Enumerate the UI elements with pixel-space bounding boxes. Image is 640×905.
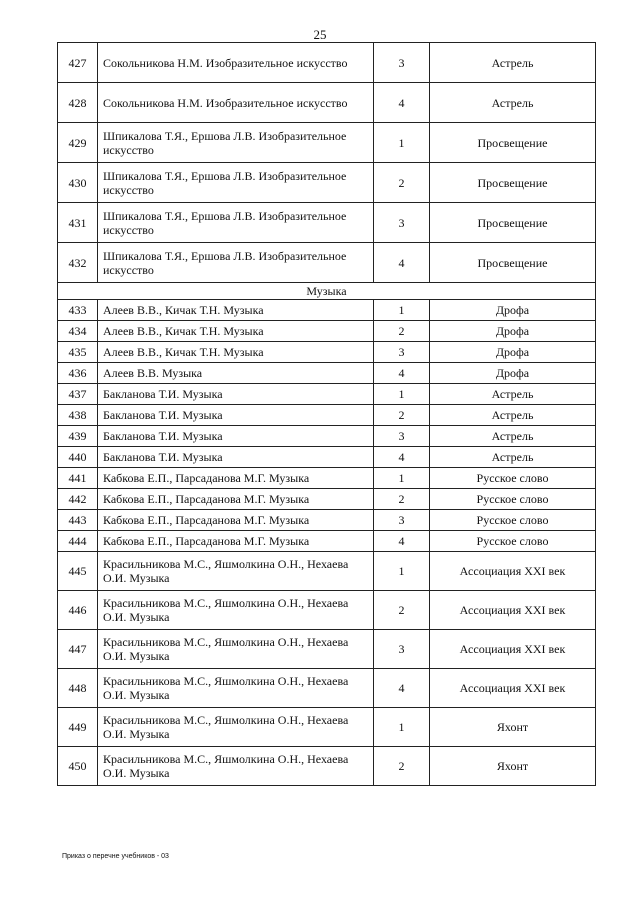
publisher-cell: Русское слово [430,510,596,531]
textbook-title: Красильникова М.С., Яшмолкина О.Н., Нехаева О.И. Музыка [98,747,374,786]
textbook-title: Шпикалова Т.Я., Ершова Л.В. Изобразительное искусство [98,163,374,203]
table-row [58,163,596,203]
grade-cell: 3 [374,203,430,243]
table-row [58,243,596,283]
grade-cell: 1 [374,552,430,591]
row-number: 447 [58,630,98,669]
publisher-cell: Астрель [430,405,596,426]
table-row [58,203,596,243]
table-row [58,342,596,363]
publisher-cell: Просвещение [430,243,596,283]
textbook-title: Сокольникова Н.М. Изобразительное искусство [98,43,374,83]
publisher-cell: Просвещение [430,163,596,203]
table-row [58,384,596,405]
table-row [58,510,596,531]
grade-cell: 4 [374,243,430,283]
textbook-title: Красильникова М.С., Яшмолкина О.Н., Нехаева О.И. Музыка [98,669,374,708]
row-number: 444 [58,531,98,552]
publisher-cell: Ассоциация XXI век [430,591,596,630]
table-row [58,447,596,468]
textbook-title: Шпикалова Т.Я., Ершова Л.В. Изобразительное искусство [98,123,374,163]
row-number: 429 [58,123,98,163]
row-number: 431 [58,203,98,243]
section-row [58,283,596,300]
row-number: 430 [58,163,98,203]
row-number: 427 [58,43,98,83]
textbook-title: Красильникова М.С., Яшмолкина О.Н., Нехаева О.И. Музыка [98,591,374,630]
section-title: Музыка [58,283,596,300]
grade-cell: 3 [374,43,430,83]
publisher-cell: Астрель [430,447,596,468]
textbook-title: Бакланова Т.И. Музыка [98,426,374,447]
table-row [58,83,596,123]
textbook-title: Кабкова Е.П., Парсаданова М.Г. Музыка [98,489,374,510]
textbook-title: Сокольникова Н.М. Изобразительное искусство [98,83,374,123]
table-row [58,300,596,321]
table-row [58,630,596,669]
textbook-title: Шпикалова Т.Я., Ершова Л.В. Изобразительное искусство [98,203,374,243]
textbook-title: Алеев В.В., Кичак Т.Н. Музыка [98,342,374,363]
grade-cell: 2 [374,163,430,203]
publisher-cell: Ассоциация XXI век [430,669,596,708]
grade-cell: 1 [374,384,430,405]
table-row [58,43,596,83]
publisher-cell: Яхонт [430,747,596,786]
row-number: 449 [58,708,98,747]
grade-cell: 1 [374,123,430,163]
table-row [58,669,596,708]
row-number: 433 [58,300,98,321]
row-number: 434 [58,321,98,342]
publisher-cell: Просвещение [430,123,596,163]
publisher-cell: Дрофа [430,300,596,321]
grade-cell: 2 [374,321,430,342]
textbook-title: Алеев В.В., Кичак Т.Н. Музыка [98,300,374,321]
grade-cell: 4 [374,363,430,384]
textbook-title: Кабкова Е.П., Парсаданова М.Г. Музыка [98,510,374,531]
table-row [58,531,596,552]
textbook-title: Бакланова Т.И. Музыка [98,405,374,426]
page-number: 25 [313,27,327,42]
textbook-title: Бакланова Т.И. Музыка [98,384,374,405]
footer-text: Приказ о перечне учебников - 03 [62,853,169,860]
grade-cell: 1 [374,708,430,747]
table-row [58,489,596,510]
textbook-title: Красильникова М.С., Яшмолкина О.Н., Нехаева О.И. Музыка [98,708,374,747]
row-number: 440 [58,447,98,468]
textbook-title: Кабкова Е.П., Парсаданова М.Г. Музыка [98,468,374,489]
grade-cell: 3 [374,426,430,447]
table-row [58,363,596,384]
publisher-cell: Дрофа [430,342,596,363]
grade-cell: 3 [374,510,430,531]
publisher-cell: Ассоциация XXI век [430,552,596,591]
row-number: 436 [58,363,98,384]
publisher-cell: Ассоциация XXI век [430,630,596,669]
textbook-title: Шпикалова Т.Я., Ершова Л.В. Изобразительное искусство [98,243,374,283]
publisher-cell: Астрель [430,43,596,83]
textbook-title: Алеев В.В. Музыка [98,363,374,384]
row-number: 450 [58,747,98,786]
publisher-cell: Дрофа [430,363,596,384]
grade-cell: 4 [374,531,430,552]
grade-cell: 1 [374,300,430,321]
row-number: 443 [58,510,98,531]
grade-cell: 2 [374,591,430,630]
table-row [58,321,596,342]
grade-cell: 4 [374,447,430,468]
row-number: 446 [58,591,98,630]
publisher-cell: Яхонт [430,708,596,747]
publisher-cell: Астрель [430,426,596,447]
grade-cell: 3 [374,630,430,669]
row-number: 432 [58,243,98,283]
publisher-cell: Русское слово [430,531,596,552]
table-row [58,468,596,489]
grade-cell: 2 [374,489,430,510]
grade-cell: 2 [374,405,430,426]
row-number: 437 [58,384,98,405]
row-number: 435 [58,342,98,363]
grade-cell: 2 [374,747,430,786]
publisher-cell: Астрель [430,384,596,405]
table-row [58,552,596,591]
textbook-title: Бакланова Т.И. Музыка [98,447,374,468]
grade-cell: 4 [374,83,430,123]
publisher-cell: Русское слово [430,489,596,510]
table-row [58,591,596,630]
row-number: 448 [58,669,98,708]
textbook-title: Алеев В.В., Кичак Т.Н. Музыка [98,321,374,342]
row-number: 445 [58,552,98,591]
textbook-title: Красильникова М.С., Яшмолкина О.Н., Нехаева О.И. Музыка [98,630,374,669]
textbook-table-body [58,43,596,786]
publisher-cell: Астрель [430,83,596,123]
row-number: 439 [58,426,98,447]
table-row [58,405,596,426]
table-row [58,123,596,163]
row-number: 442 [58,489,98,510]
grade-cell: 3 [374,342,430,363]
table-row [58,426,596,447]
row-number: 438 [58,405,98,426]
table-row [58,708,596,747]
row-number: 441 [58,468,98,489]
row-number: 428 [58,83,98,123]
table-row [58,747,596,786]
publisher-cell: Просвещение [430,203,596,243]
publisher-cell: Дрофа [430,321,596,342]
textbook-title: Красильникова М.С., Яшмолкина О.Н., Нехаева О.И. Музыка [98,552,374,591]
textbook-table [57,42,596,786]
textbook-title: Кабкова Е.П., Парсаданова М.Г. Музыка [98,531,374,552]
grade-cell: 4 [374,669,430,708]
publisher-cell: Русское слово [430,468,596,489]
grade-cell: 1 [374,468,430,489]
